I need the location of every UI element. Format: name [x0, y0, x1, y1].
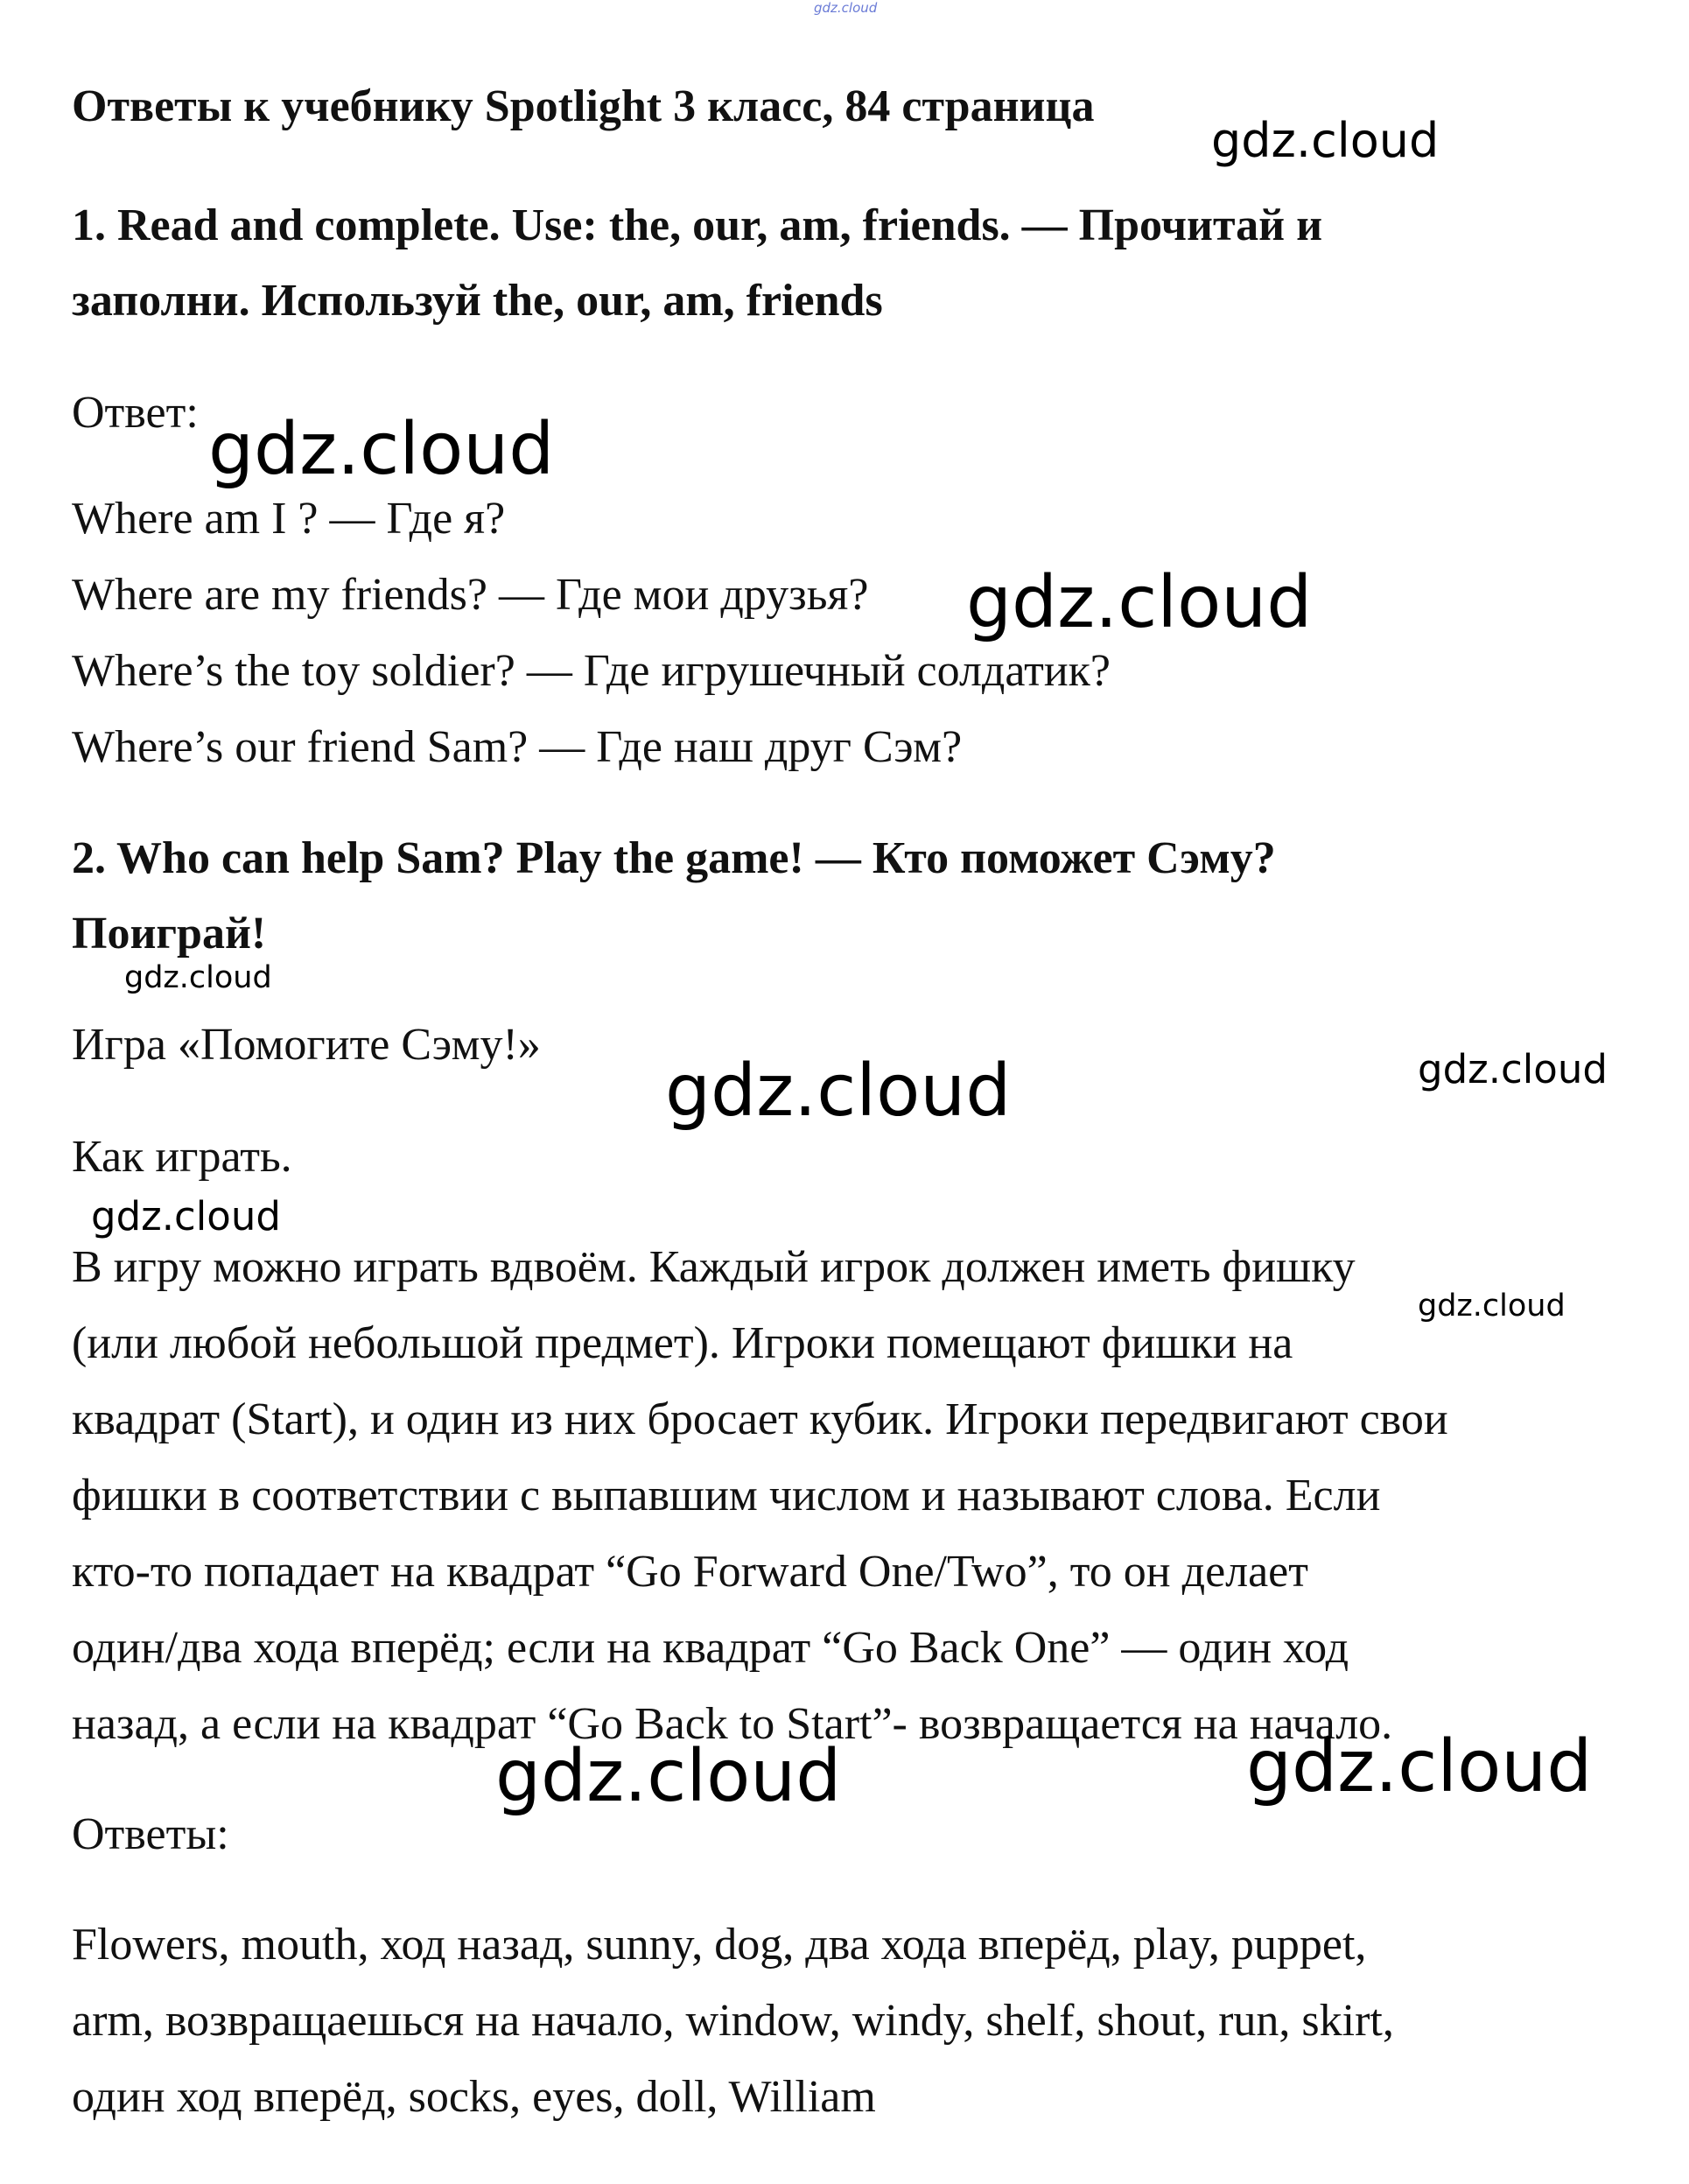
watermark: gdz.cloud	[665, 1050, 1012, 1133]
answers-label: Ответы:	[72, 1809, 229, 1859]
rules-line: кто-то попадает на квадрат “Go Forward One/Two”, то он делает	[72, 1547, 1308, 1597]
watermark: gdz.cloud	[1211, 113, 1440, 168]
watermark: gdz.cloud	[208, 408, 555, 491]
task2-heading-line1: 2. Who can help Sam? Play the game! — Кто поможет Сэму?	[72, 833, 1276, 883]
rules-line: фишки в соответствии с выпавшим числом и называют слова. Если	[72, 1471, 1381, 1520]
answers-line: один ход вперёд, socks, eyes, doll, William	[72, 2072, 876, 2122]
watermark: gdz.cloud	[966, 561, 1313, 644]
rules-line: (или любой небольшой предмет). Игроки помещают фишки на	[72, 1318, 1293, 1368]
rules-line: В игру можно играть вдвоём. Каждый игрок должен иметь фишку	[72, 1242, 1356, 1292]
watermark: gdz.cloud	[495, 1735, 842, 1818]
task1-answer-line: Where are my friends? — Где мои друзья?	[72, 570, 869, 620]
watermark: gdz.cloud	[124, 960, 272, 995]
watermark: gdz.cloud	[1418, 1046, 1608, 1092]
answers-line: Flowers, mouth, ход назад, sunny, dog, два хода вперёд, play, puppet,	[72, 1920, 1367, 1970]
watermark: gdz.cloud	[1418, 1289, 1566, 1324]
watermark: gdz.cloud	[1246, 1725, 1593, 1808]
task2-heading-line2: Поиграй!	[72, 909, 267, 959]
task1-answer-line: Where am I ? — Где я?	[72, 494, 506, 544]
rules-line: назад, а если на квадрат “Go Back to Start”- возвращается на начало.	[72, 1699, 1393, 1749]
rules-line: один/два хода вперёд; если на квадрат “Go Back One” — один ход	[72, 1623, 1349, 1673]
answers-line: arm, возвращаешься на начало, window, windy, shelf, shout, run, skirt,	[72, 1996, 1394, 2046]
task1-answer-label: Ответ:	[72, 388, 199, 438]
task1-answer-line: Where’s our friend Sam? — Где наш друг Сэм?	[72, 722, 963, 772]
header-watermark: gdz.cloud	[814, 0, 878, 16]
game-title: Игра «Помогите Сэму!»	[72, 1020, 541, 1070]
page-title: Ответы к учебнику Spotlight 3 класс, 84 страница	[72, 81, 1095, 131]
watermark: gdz.cloud	[91, 1193, 281, 1239]
task1-answer-line: Where’s the toy soldier? — Где игрушечный солдатик?	[72, 646, 1111, 696]
task1-heading-line1: 1. Read and complete. Use: the, our, am, friends. — Прочитай и	[72, 200, 1323, 250]
how-to-play: Как играть.	[72, 1132, 292, 1182]
rules-line: квадрат (Start), и один из них бросает кубик. Игроки передвигают свои	[72, 1394, 1448, 1444]
task1-heading-line2: заполни. Используй the, our, am, friends	[72, 276, 883, 326]
